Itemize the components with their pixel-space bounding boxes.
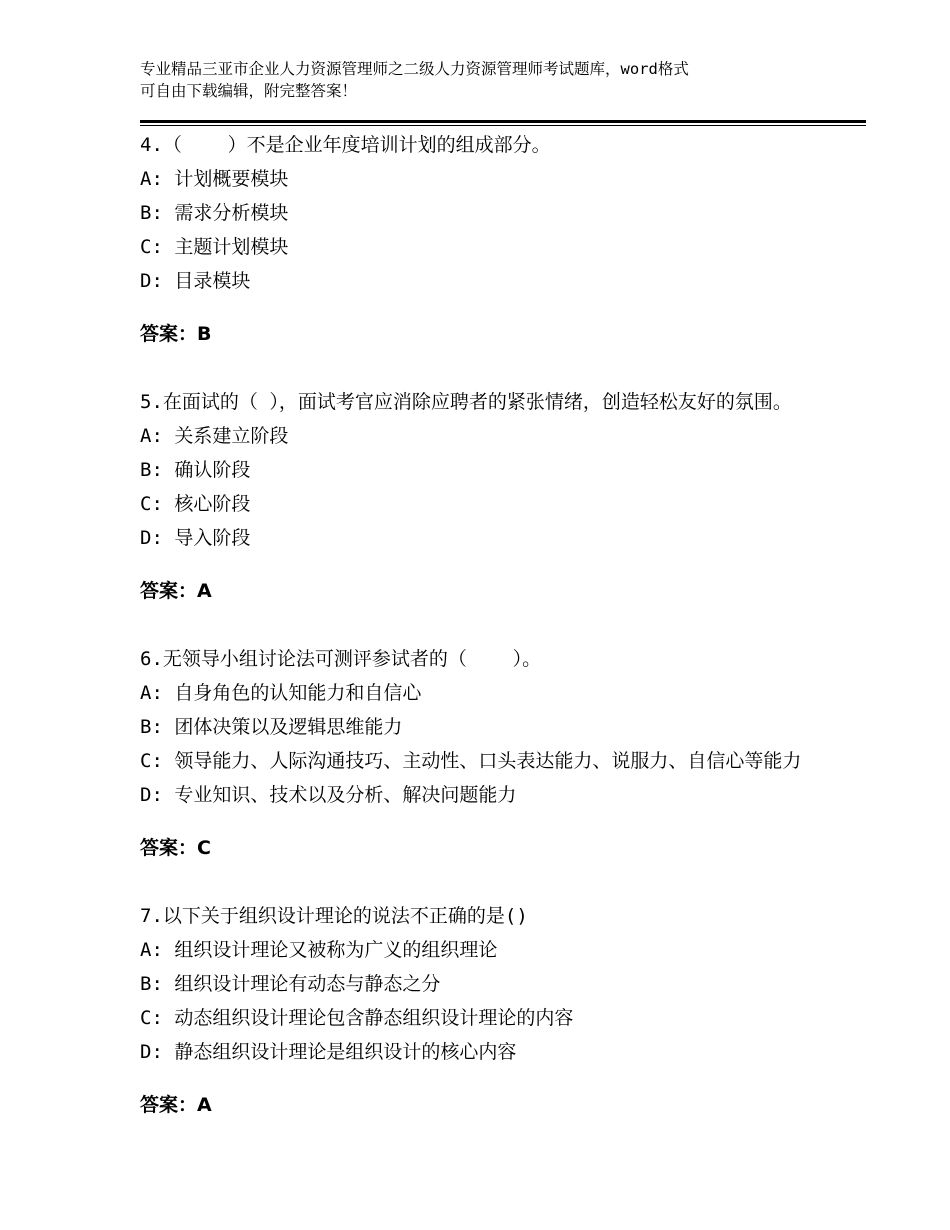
option-b: B: 团体决策以及逻辑思维能力 [140,716,403,738]
answer-label: 答案：A [140,1094,212,1116]
header-line-1: 专业精品三亚市企业人力资源管理师之二级人力资源管理师考试题库，word格式 [140,60,689,78]
option-b: B: 组织设计理论有动态与静态之分 [140,973,441,995]
option-c: C: 领导能力、人际沟通技巧、主动性、口头表达能力、说服力、自信心等能力 [140,750,802,772]
option-c: C: 主题计划模块 [140,236,289,258]
option-a: A: 计划概要模块 [140,168,289,190]
option-b: B: 确认阶段 [140,459,251,481]
option-c: C: 核心阶段 [140,493,251,515]
question-6 [140,642,840,865]
option-b: B: 需求分析模块 [140,202,289,224]
header-line-2: 可自由下载编辑，附完整答案！ [140,82,358,100]
option-a: A: 自身角色的认知能力和自信心 [140,682,422,704]
answer-label: 答案：B [140,323,212,345]
header-divider-thick [140,120,866,123]
option-d: D: 专业知识、技术以及分析、解决问题能力 [140,784,517,806]
question-stem: 4.（ ）不是企业年度培训计划的组成部分。 [140,134,551,156]
question-list [140,128,840,1156]
option-d: D: 导入阶段 [140,527,251,549]
option-c: C: 动态组织设计理论包含静态组织设计理论的内容 [140,1007,574,1029]
option-d: D: 目录模块 [140,270,251,292]
document-header [140,58,840,102]
header-divider-thin [140,125,866,126]
option-a: A: 组织设计理论又被称为广义的组织理论 [140,939,498,961]
answer-label: 答案：A [140,580,212,602]
question-stem: 7.以下关于组织设计理论的说法不正确的是() [140,905,528,927]
question-5 [140,385,840,608]
question-stem: 6.无领导小组讨论法可测评参试者的（ ）。 [140,648,542,670]
question-4 [140,128,840,351]
option-d: D: 静态组织设计理论是组织设计的核心内容 [140,1041,517,1063]
answer-label: 答案：C [140,837,211,859]
question-stem: 5.在面试的（ ），面试考官应消除应聘者的紧张情绪，创造轻松友好的氛围。 [140,391,792,413]
question-7 [140,899,840,1122]
option-a: A: 关系建立阶段 [140,425,289,447]
